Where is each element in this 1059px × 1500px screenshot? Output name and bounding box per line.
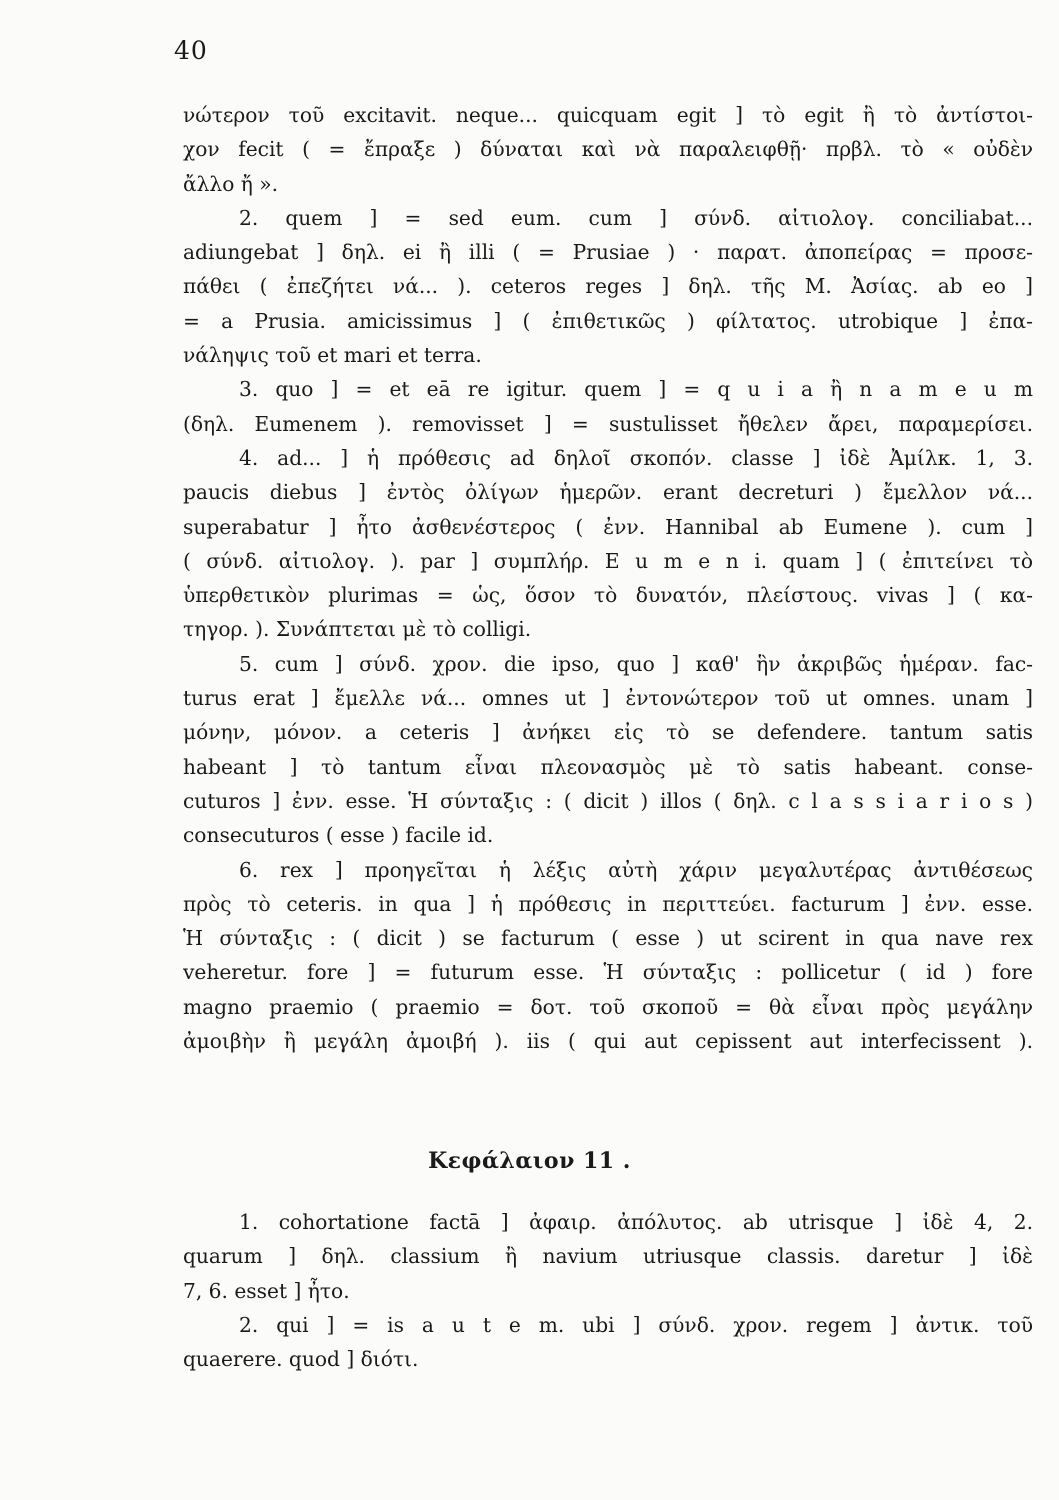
text-line: turus erat ] ἔμελλε νά... omnes ut ] ἐντονώτερον τοῦ ut omnes. unam ]: [183, 686, 1033, 711]
text-line: 2. qui ] = is a u t e m. ubi ] σύνδ. χρον. regem ] ἀντικ. τοῦ: [239, 1312, 1033, 1337]
text-line: veheretur. fore ] = futurum esse. Ἡ σύνταξις : pollicetur ( id ) fore: [183, 960, 1033, 985]
chapter-heading: Κεφάλαιον 11 .: [428, 1148, 631, 1174]
text-line: 2. quem ] = sed eum. cum ] σύνδ. αἰτιολογ. conciliabat...: [239, 205, 1033, 230]
commentary-block-2: [183, 1205, 1033, 1376]
text-line: adiungebat ] δηλ. ei ἢ illi ( = Prusiae ) · παρατ. ἀποπείρας = προσε-: [183, 240, 1033, 265]
text-line: 3. quo ] = et eā re igitur. quem ] = q u i a ἢ n a m e u m: [239, 377, 1033, 402]
text-line: 5. cum ] σύνδ. χρον. die ipso, quo ] καθ' ἣν ἀκριβῶς ἡμέραν. fac-: [239, 651, 1033, 676]
commentary-block-1: [183, 98, 1033, 1058]
page-number: 40: [174, 36, 208, 65]
text-line: πάθει ( ἐπεζήτει νά... ). ceteros reges ] δηλ. τῆς Μ. Ἀσίας. ab eo ]: [183, 274, 1033, 299]
text-line: magno praemio ( praemio = δοτ. τοῦ σκοποῦ = θὰ εἶναι πρὸς μεγάλην: [183, 994, 1033, 1019]
text-line: νώτερον τοῦ excitavit. neque... quicquam egit ] τὸ egit ἢ τὸ ἀντίστοι-: [183, 103, 1033, 127]
text-line: cuturos ] ἐνν. esse. Ἡ σύνταξις : ( dicit ) illos ( δηλ. c l a s s i a r i o s ): [183, 788, 1033, 813]
text-line: quarum ] δηλ. classium ἢ navium utriusque classis. daretur ] ἰδὲ: [183, 1244, 1033, 1269]
text-line: ( σύνδ. αἰτιολογ. ). par ] συμπλήρ. E u m e n i. quam ] ( ἐπιτείνει τὸ: [183, 548, 1033, 573]
text-line: 1. cohortatione factā ] ἀφαιρ. ἀπόλυτος. ab utrisque ] ἰδὲ 4, 2.: [239, 1210, 1033, 1234]
text-line: ἀμοιβὴν ἢ μεγάλη ἀμοιβή ). iis ( qui aut cepissent aut interfecissent ).: [183, 1029, 1033, 1054]
text-line: consecuturos ( esse ) facile id.: [183, 823, 494, 848]
text-line: χον fecit ( = ἔπραξε ) δύναται καὶ νὰ παραλειφθῇ· πρβλ. τὸ « οὐδὲν: [183, 137, 1033, 162]
text-line: 4. ad... ] ἡ πρόθεσις ad δηλοῖ σκοπόν. classe ] ἰδὲ Ἀμίλκ. 1, 3.: [239, 445, 1033, 470]
text-line: 7, 6. esset ] ἦτο.: [183, 1278, 350, 1303]
text-line: μόνην, μόνον. a ceteris ] ἀνήκει εἰς τὸ se defendere. tantum satis: [183, 720, 1033, 745]
text-line: ἄλλο ἤ ».: [183, 171, 279, 196]
text-line: superabatur ] ἦτο ἀσθενέστερος ( ἐνν. Hannibal ab Eumene ). cum ]: [183, 514, 1033, 539]
text-line: Ἡ σύνταξις : ( dicit ) se facturum ( esse ) ut scirent in qua nave rex: [183, 926, 1033, 951]
text-line: πρὸς τὸ ceteris. in qua ] ἡ πρόθεσις in περιττεύει. facturum ] ἐνν. esse.: [183, 891, 1033, 916]
text-line: quaerere. quod ] διότι.: [183, 1347, 419, 1372]
text-line: ὑπερθετικὸν plurimas = ὡς, ὅσον τὸ δυνατόν, πλείστους. vivas ] ( κα-: [183, 583, 1033, 608]
text-line: νάληψις τοῦ et mari et terra.: [183, 343, 482, 368]
text-line: τηγορ. ). Συνάπτεται μὲ τὸ colligi.: [183, 617, 532, 642]
text-line: paucis diebus ] ἐντὸς ὀλίγων ἡμερῶν. erant decreturi ) ἔμελλον νά...: [183, 480, 1033, 505]
text-line: 6. rex ] προηγεῖται ἡ λέξις αὐτὴ χάριν μεγαλυτέρας ἀντιθέσεως: [239, 857, 1033, 882]
text-line: (δηλ. Eumenem ). removisset ] = sustulisset ἤθελεν ἄρει, παραμερίσει.: [183, 411, 1033, 436]
text-line: habeant ] τὸ tantum εἶναι πλεονασμὸς μὲ τὸ satis habeant. conse-: [183, 754, 1033, 779]
text-line: = a Prusia. amicissimus ] ( ἐπιθετικῶς ) φίλτατος. utrobique ] ἐπα-: [183, 308, 1033, 333]
